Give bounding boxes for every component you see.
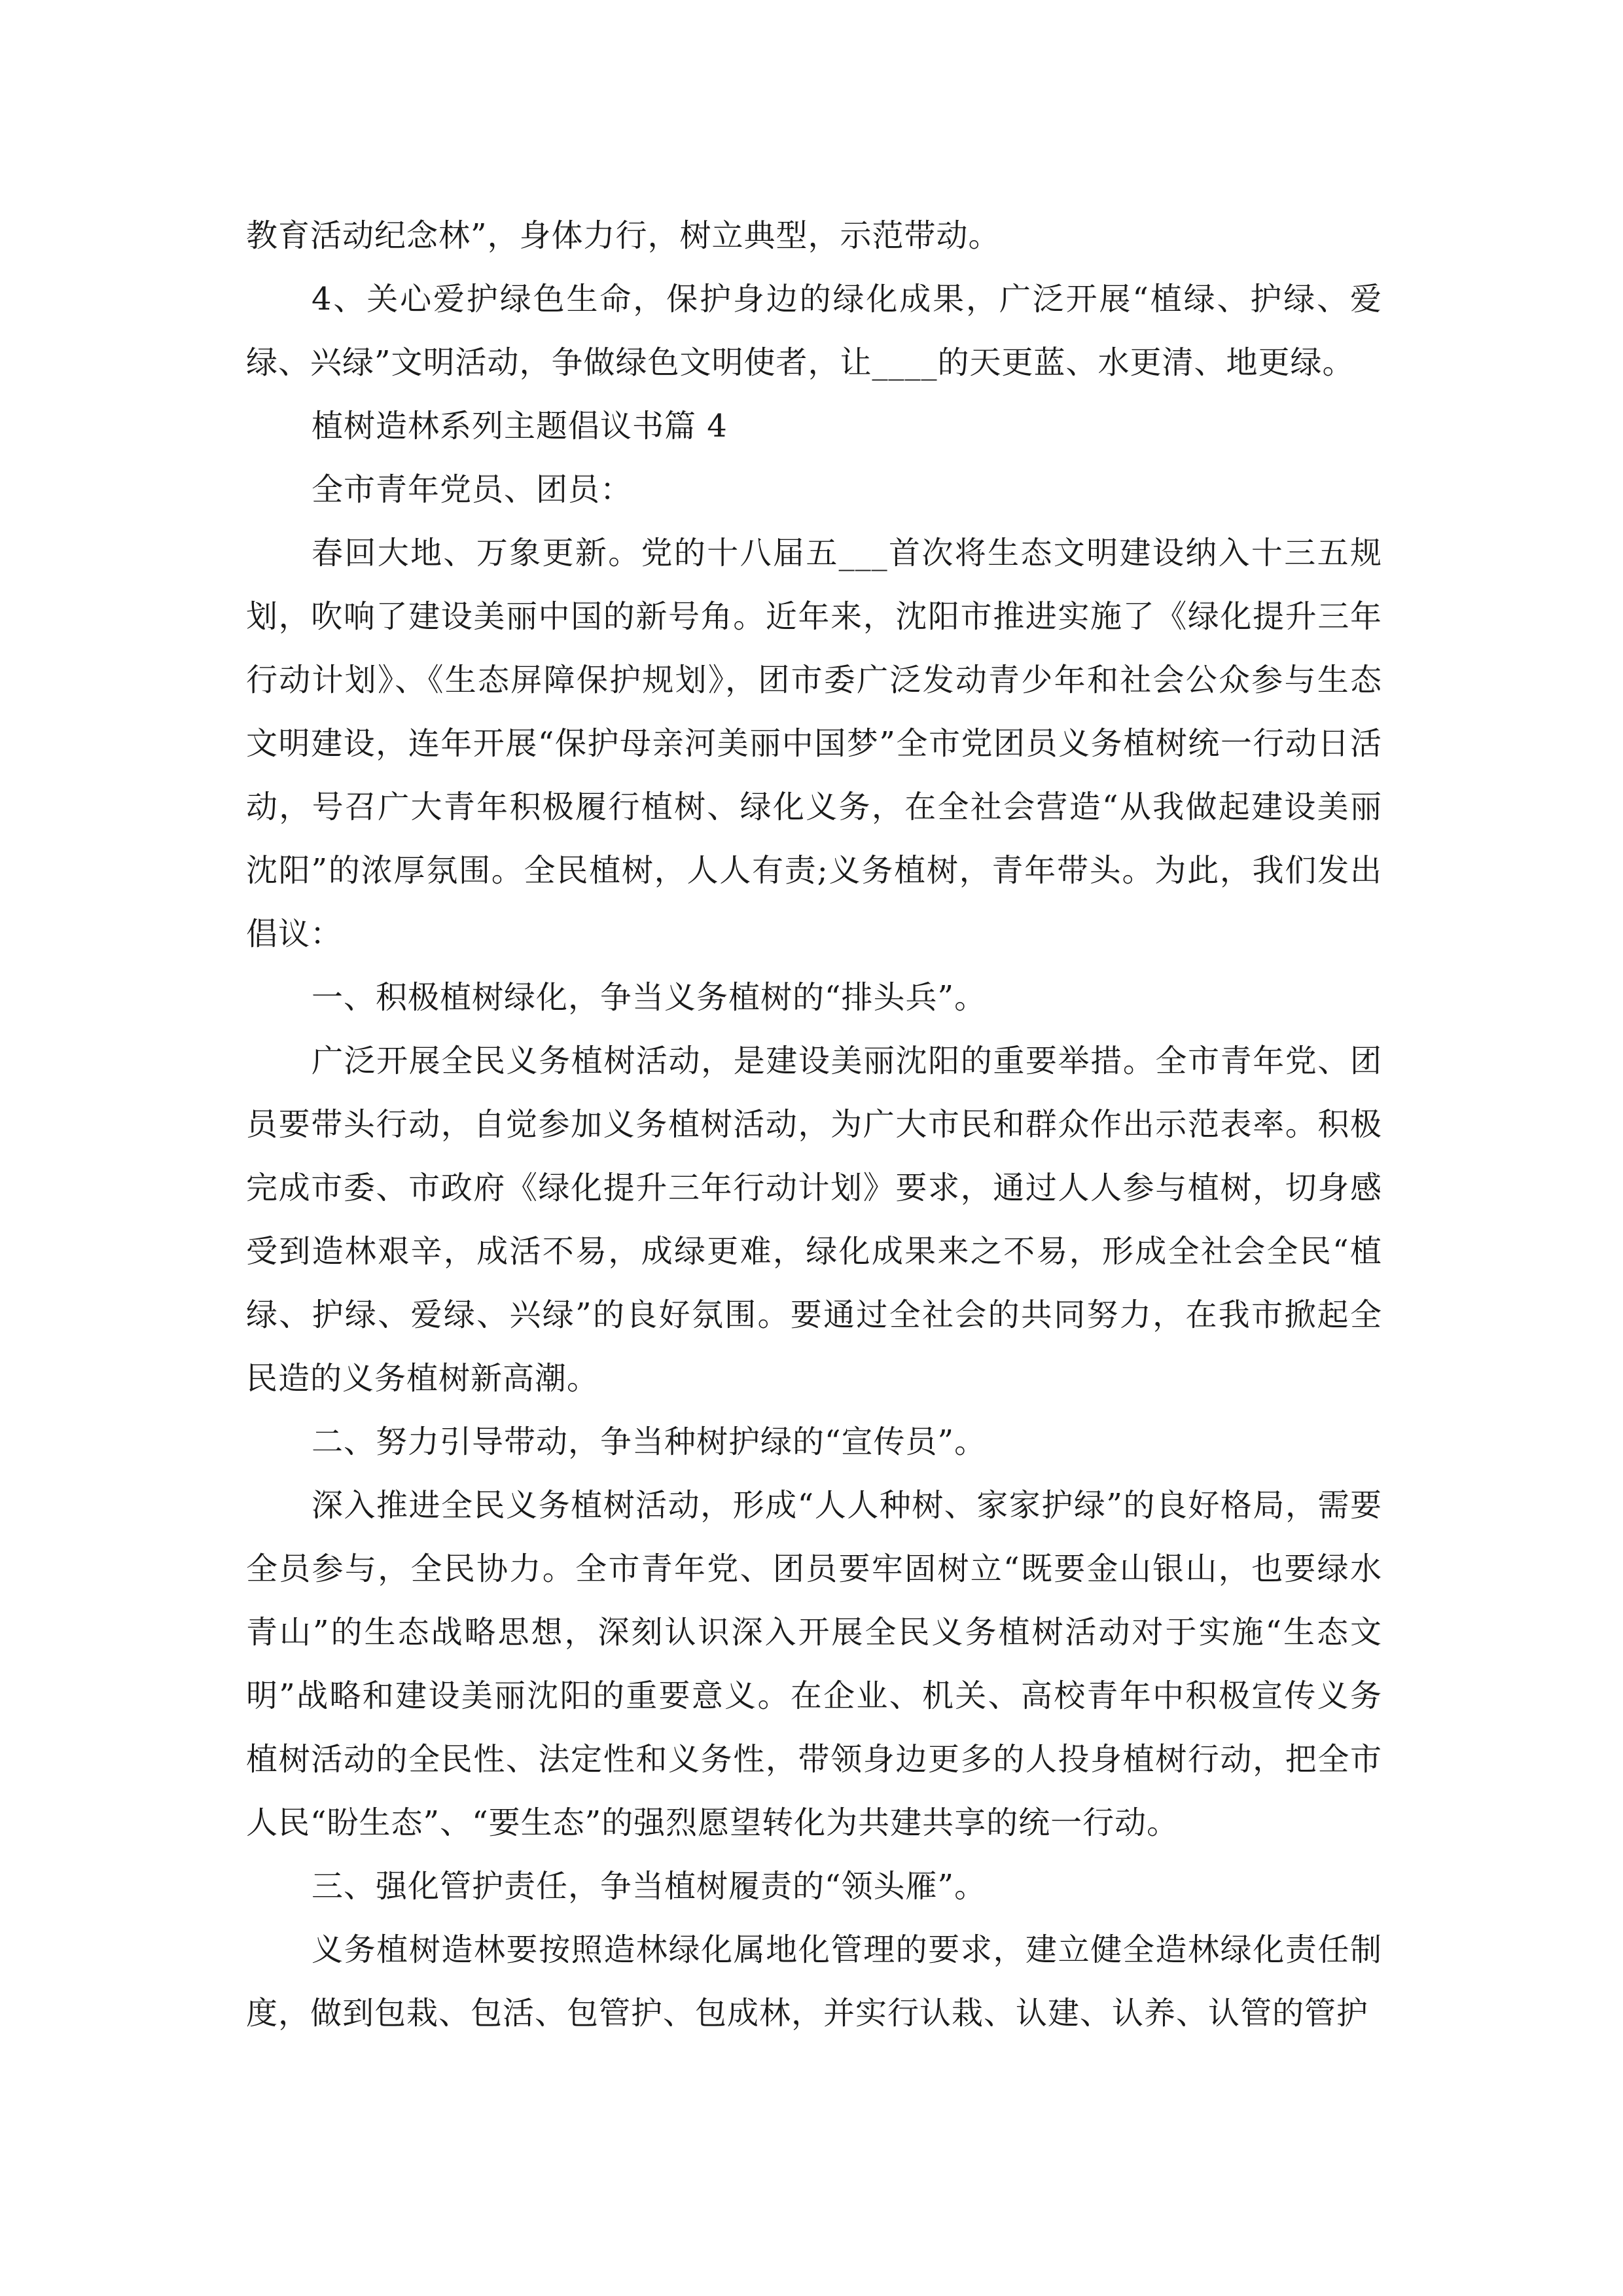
section-title: 植树造林系列主题倡议书篇 4 [312, 408, 728, 444]
document-body [246, 204, 1382, 2045]
salutation: 全市青年党员、团员： [312, 471, 633, 508]
subheading: 二、努力引导带动，争当种树护绿的“宣传员”。 [312, 1424, 987, 1460]
paragraph: 教育活动纪念林”，身体力行，树立典型，示范带动。 [246, 217, 1001, 254]
subheading: 一、积极植树绿化，争当义务植树的“排头兵”。 [312, 979, 987, 1016]
paragraph: 春回大地、万象更新。党的十八届五___首次将生态文明建设纳入十三五规划，吹响了建设美丽中国的新号角。近年来，沈阳市推进实施了《绿化提升三年行动计划》、《生态屏障保护规划》，团市委广泛发动青少年和社会公众参与生态文明建设，连年开展“保护母亲河美丽中国梦”全市党团员义务植树统一行动日活动，号召广大青年积极履行植树、绿化义务，在全社会营造“从我做起建设美丽沈阳”的浓厚氛围。全民植树，人人有责;义务植树，青年带头。为此，我们发出倡议： [246, 535, 1382, 952]
paragraph: 义务植树造林要按照造林绿化属地化管理的要求，建立健全造林绿化责任制度，做到包栽、包活、包管护、包成林，并实行认栽、认建、认养、认管的管护 [246, 1931, 1382, 2032]
paragraph: 4、关心爱护绿色生命，保护身边的绿化成果，广泛开展“植绿、护绿、爱绿、兴绿”文明活动，争做绿色文明使者，让____的天更蓝、水更清、地更绿。 [246, 281, 1382, 381]
paragraph: 广泛开展全民义务植树活动，是建设美丽沈阳的重要举措。全市青年党、团员要带头行动，自觉参加义务植树活动，为广大市民和群众作出示范表率。积极完成市委、市政府《绿化提升三年行动计划》要求，通过人人参与植树，切身感受到造林艰辛，成活不易，成绿更难，绿化成果来之不易，形成全社会全民“植绿、护绿、爱绿、兴绿”的良好氛围。要通过全社会的共同努力，在我市掀起全民造的义务植树新高潮。 [246, 1043, 1382, 1397]
paragraph: 深入推进全民义务植树活动，形成“人人种树、家家护绿”的良好格局，需要全员参与，全民协力。全市青年党、团员要牢固树立“既要金山银山，也要绿水青山”的生态战略思想，深刻认识深入开展全民义务植树活动对于实施“生态文明”战略和建设美丽沈阳的重要意义。在企业、机关、高校青年中积极宣传义务植树活动的全民性、法定性和义务性，带领身边更多的人投身植树行动，把全市人民“盼生态”、“要生态”的强烈愿望转化为共建共享的统一行动。 [246, 1487, 1382, 1841]
subheading: 三、强化管护责任，争当植树履责的“领头雁”。 [312, 1868, 987, 1905]
